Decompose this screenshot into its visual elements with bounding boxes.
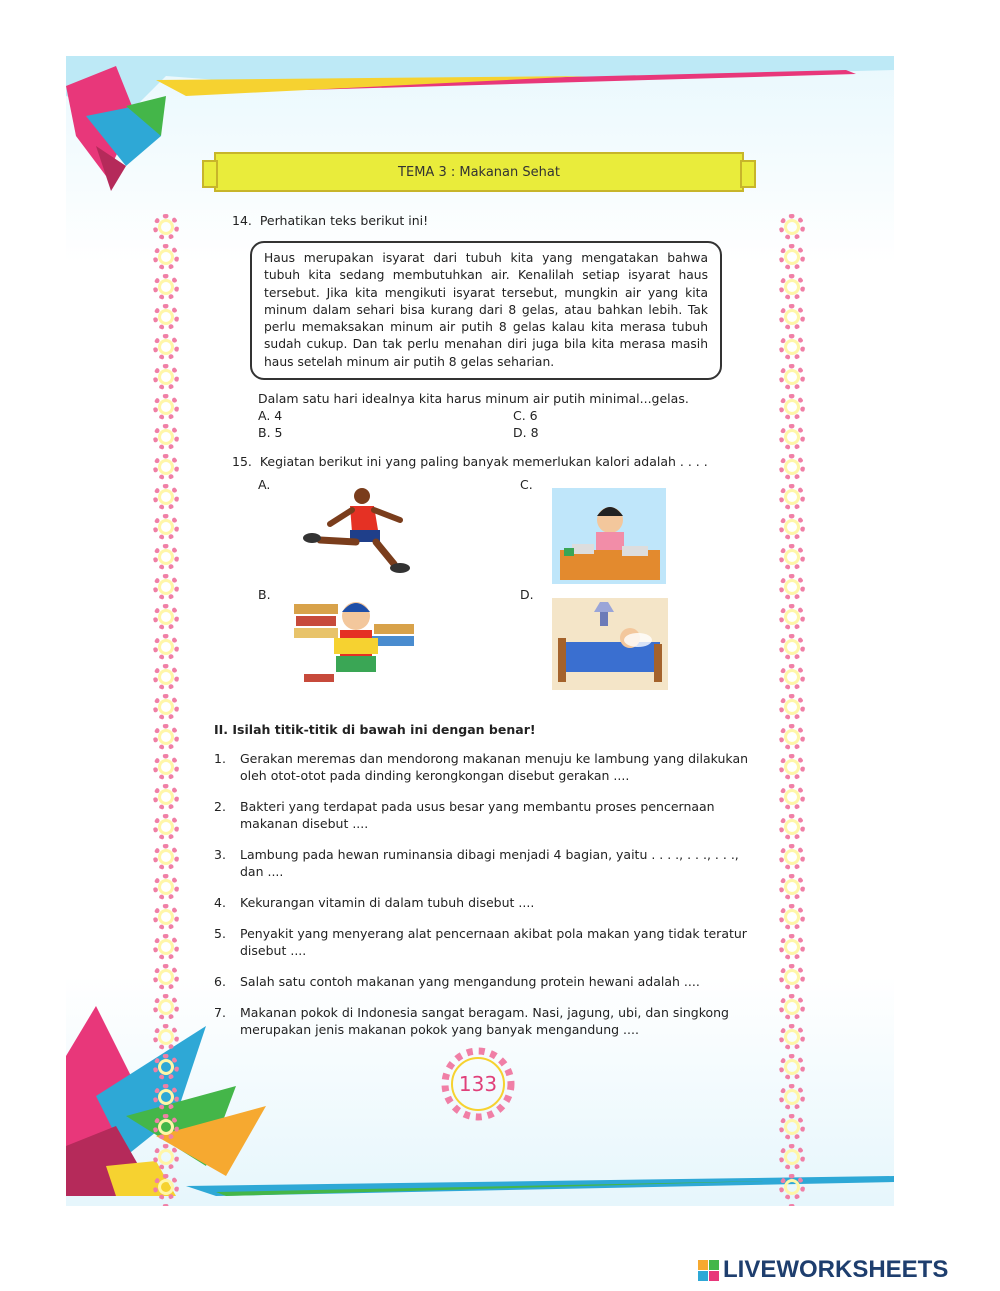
list-item	[214, 846, 754, 880]
q14-passage: Haus merupakan isyarat dari tubuh kita yang mengatakan bahwa tubuh kita sedang membutuhkan air. Kenalilah setiap isyarat haus tersebut. Jika kita mengikuti isyarat tersebut, mungkin air yang kita minum dalam sehari bisa kurang dari 8 gelas, atau bahkan lebih. Tak perlu memaksakan minum air putih 8 gelas kalau kita merasa tubuh sudah cukup. Dan tak perlu menahan diri juga bila kita merasa masih haus setelah minum air putih 8 gelas seharian.	[250, 241, 722, 380]
theme-banner	[214, 152, 744, 192]
item-number: 1.	[214, 751, 226, 767]
right-flower-border	[772, 210, 812, 1206]
item-number: 4.	[214, 895, 226, 911]
q14-option-d[interactable]: D. 8	[513, 425, 539, 441]
q14-option-a[interactable]: A. 4	[258, 408, 283, 424]
logo-blocks	[698, 1260, 719, 1281]
page-number	[438, 1044, 518, 1124]
theme-title: TEMA 3 : Makanan Sehat	[398, 164, 560, 180]
list-item	[214, 973, 754, 990]
item-text: Penyakit yang menyerang alat pencernaan akibat pola makan yang tidak teratur disebut ....	[240, 926, 747, 959]
logo-block-e	[709, 1271, 719, 1281]
running-man-image[interactable]	[290, 484, 420, 574]
q14-prompt-text: Perhatikan teks berikut ini!	[259, 213, 429, 228]
q15-picture-options	[214, 476, 754, 701]
item-text: Kekurangan vitamin di dalam tubuh disebut ....	[240, 895, 535, 911]
list-item	[214, 894, 754, 911]
q15-label-a[interactable]: A.	[258, 477, 271, 493]
item-text: Gerakan meremas dan mendorong makanan menuju ke lambung yang dilakukan oleh otot-otot pada dinding kerongkongan disebut gerakan ....	[240, 751, 749, 784]
top-decoration	[66, 56, 894, 216]
reading-child-image[interactable]	[294, 594, 416, 692]
q14-options	[258, 407, 754, 441]
page-number-text: 133	[458, 1072, 498, 1096]
banner-left-cap	[202, 160, 218, 188]
item-text: Salah satu contoh makanan yang mengandung protein hewani adalah ....	[240, 974, 700, 990]
logo-block-l	[698, 1260, 708, 1270]
banner-right-cap	[740, 160, 756, 188]
sleeping-child-image[interactable]	[552, 598, 668, 690]
q15-question-line	[232, 453, 754, 470]
studying-child-image[interactable]	[552, 488, 666, 584]
item-number: 5.	[214, 926, 226, 942]
q14-option-b[interactable]: B. 5	[258, 425, 283, 441]
q14-option-c[interactable]: C. 6	[513, 408, 538, 424]
list-item	[214, 798, 754, 832]
left-flower-border	[146, 210, 186, 1206]
item-text: Lambung pada hewan ruminansia dibagi menjadi 4 bagian, yaitu . . . ., . . ., . . ., dan ....	[240, 847, 739, 880]
q15-label-c[interactable]: C.	[520, 477, 533, 493]
item-number: 7.	[214, 1005, 226, 1021]
q14-prompt	[232, 212, 754, 229]
logo-block-i	[709, 1260, 719, 1270]
q14-number: 14.	[232, 213, 252, 228]
item-number: 2.	[214, 799, 226, 815]
q15-question: Kegiatan berikut ini yang paling banyak memerlukan kalori adalah . . . .	[259, 454, 708, 470]
q15-number: 15.	[232, 454, 252, 470]
worksheet-page	[66, 56, 894, 1206]
worksheet-content	[214, 212, 754, 1038]
item-number: 3.	[214, 847, 226, 863]
list-item	[214, 750, 754, 784]
section2-title: II. Isilah titik-titik di bawah ini dengan benar!	[214, 722, 536, 738]
item-number: 6.	[214, 974, 226, 990]
q14-question: Dalam satu hari idealnya kita harus minum air putih minimal...gelas.	[258, 391, 689, 407]
item-text: Bakteri yang terdapat pada usus besar yang membantu proses pencernaan makanan disebut ....	[240, 799, 715, 832]
list-item	[214, 925, 754, 959]
brand-name: LIVEWORKSHEETS	[723, 1256, 949, 1283]
liveworksheets-logo	[698, 1256, 948, 1284]
item-text: Makanan pokok di Indonesia sangat beragam. Nasi, jagung, ubi, dan singkong merupakan jenis makanan pokok yang banyak mengandung ....	[240, 1005, 729, 1038]
q15-label-b[interactable]: B.	[258, 587, 271, 603]
list-item	[214, 1004, 754, 1038]
q15-label-d[interactable]: D.	[520, 587, 534, 603]
logo-block-v	[698, 1271, 708, 1281]
